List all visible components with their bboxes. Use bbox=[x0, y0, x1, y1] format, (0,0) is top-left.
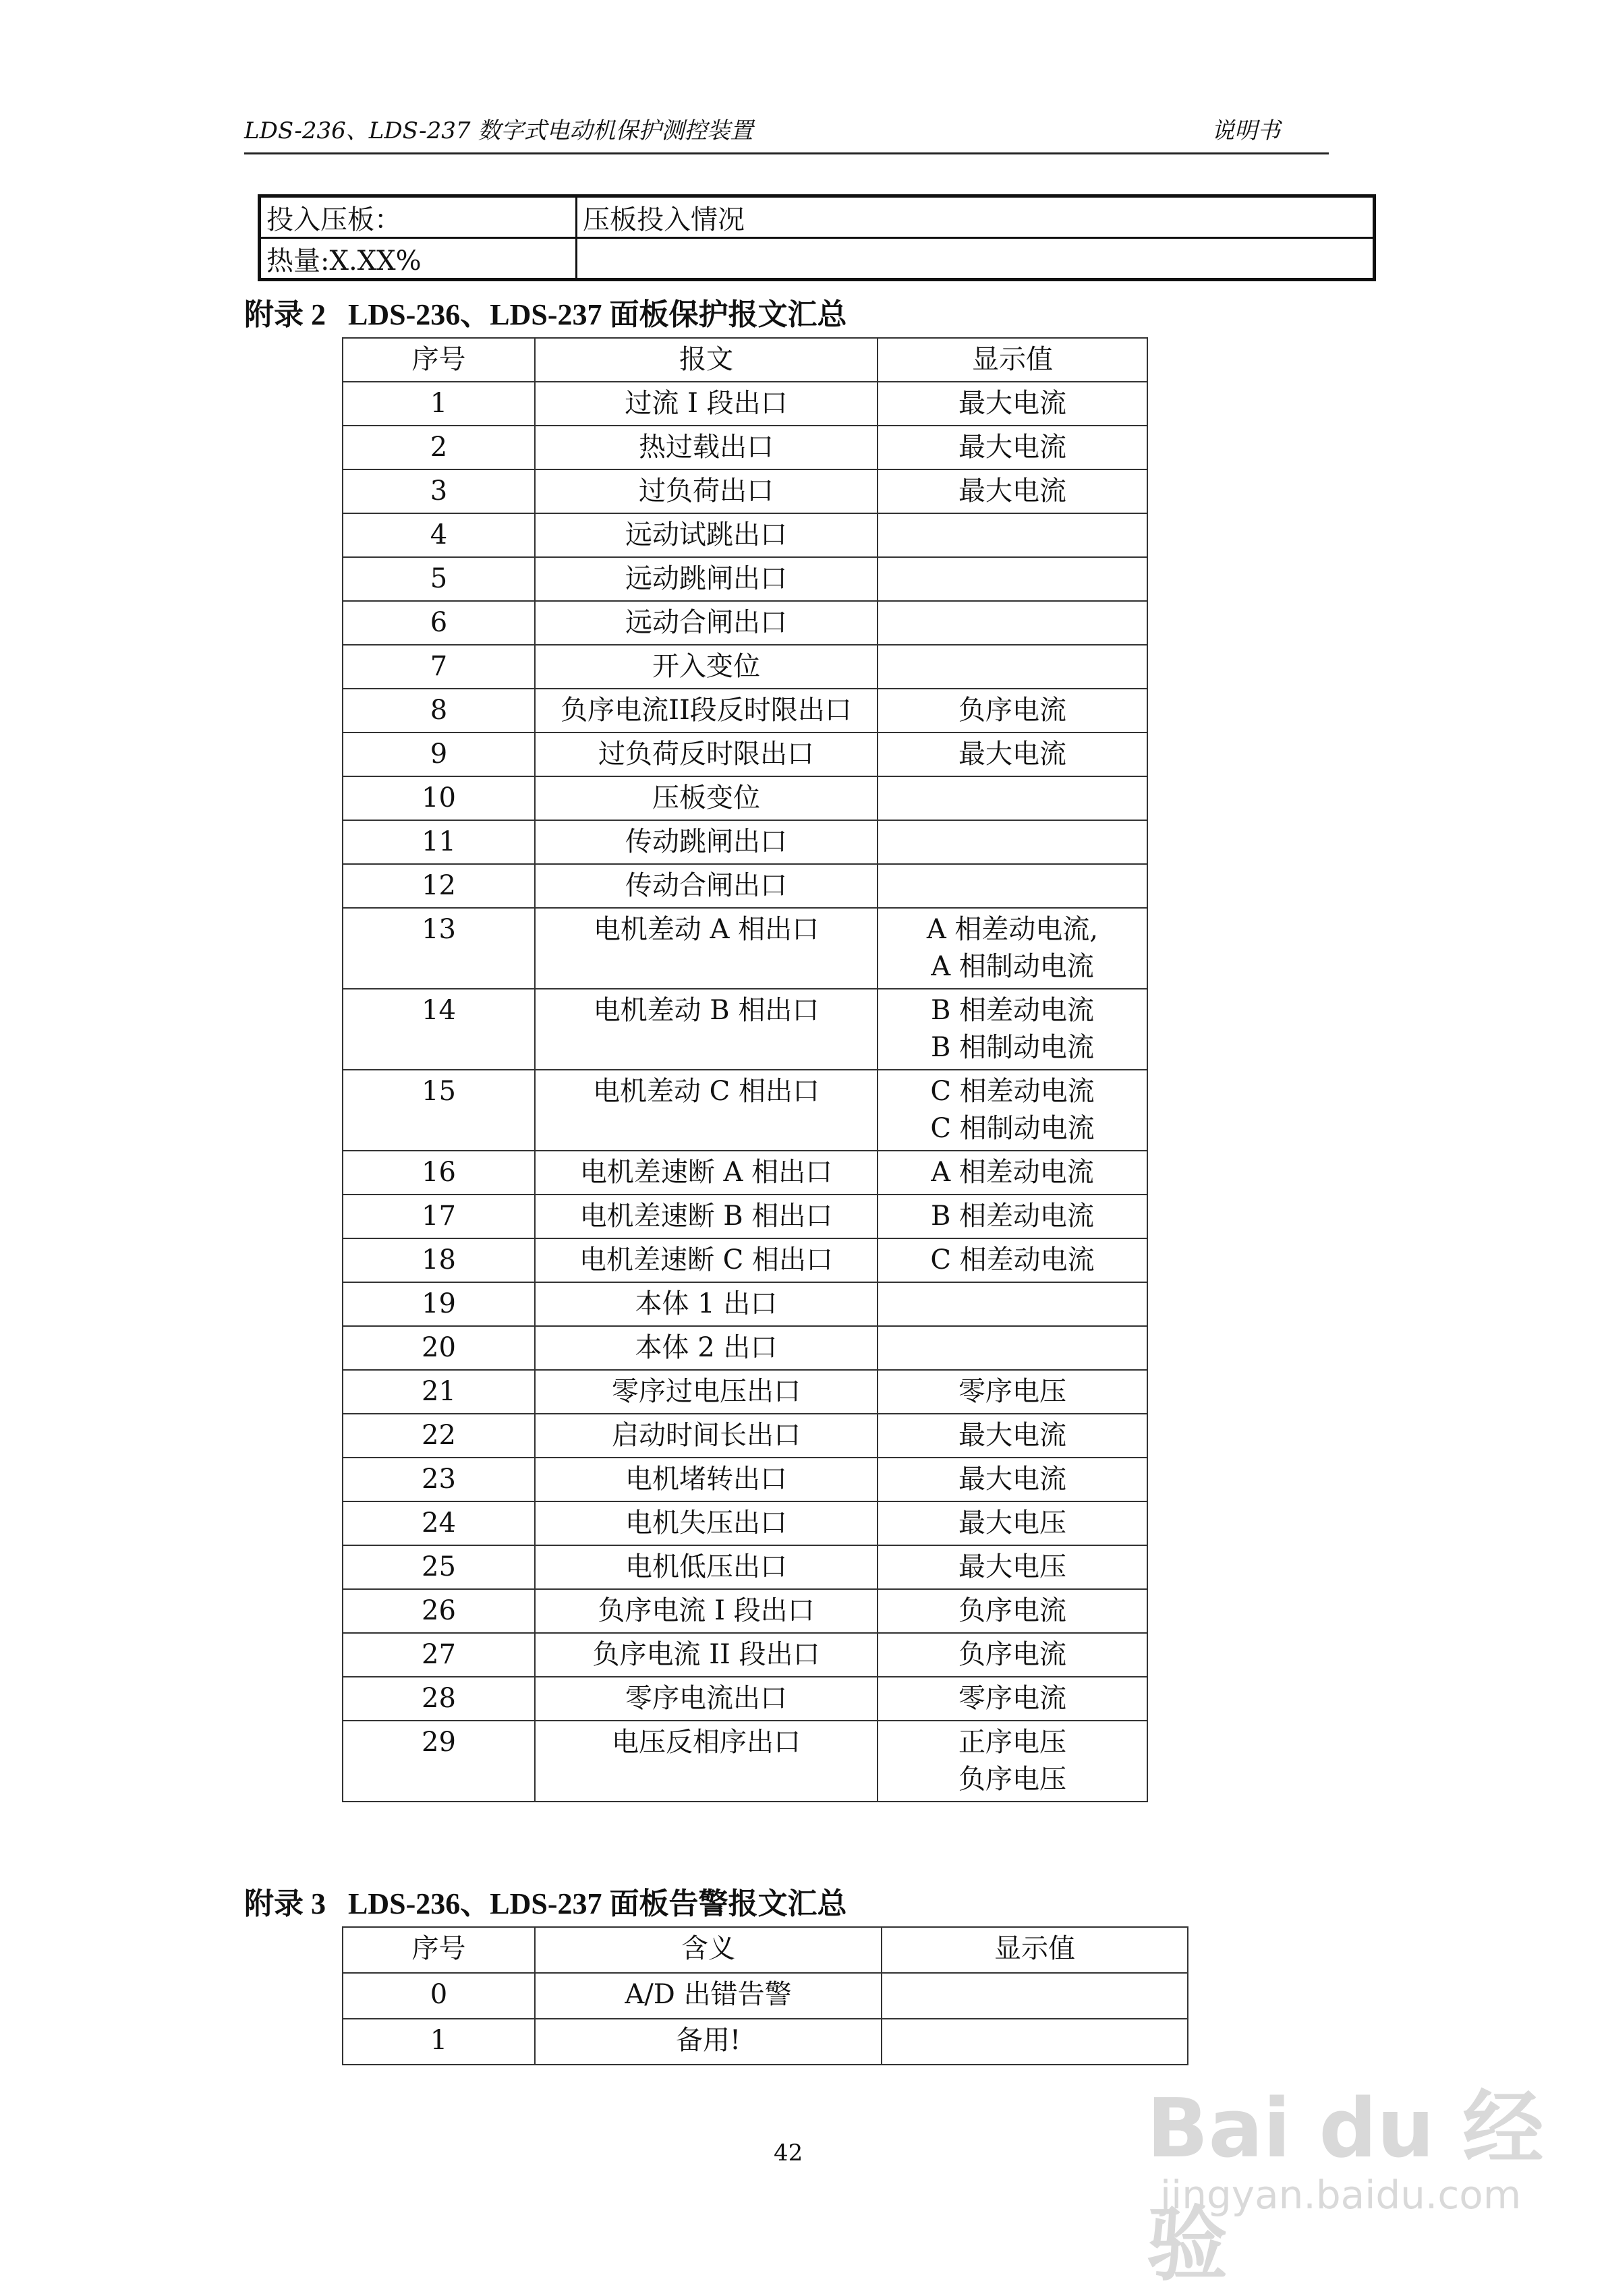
table-row bbox=[343, 1633, 1147, 1677]
table-row bbox=[343, 1195, 1147, 1238]
table-row-cell: 1 bbox=[343, 2019, 535, 2065]
table-row-cell: 电机差动 C 相出口 bbox=[535, 1070, 878, 1151]
table-row-cell: 零序电流 bbox=[878, 1677, 1147, 1721]
table-row-cell: 28 bbox=[343, 1677, 535, 1721]
table-row bbox=[343, 645, 1147, 689]
table-row-cell: 备用! bbox=[535, 2019, 882, 2065]
table-row bbox=[343, 1501, 1147, 1545]
table-row-cell: 零序电流出口 bbox=[535, 1677, 878, 1721]
table-row-cell: 最大电流 bbox=[878, 1458, 1147, 1501]
status-row-cell: 压板投入情况 bbox=[577, 196, 1375, 238]
table-row-cell: 9 bbox=[343, 733, 535, 776]
table-row-cell: 23 bbox=[343, 1458, 535, 1501]
table-row-cell: 7 bbox=[343, 645, 535, 689]
table-row-cell: 过负荷反时限出口 bbox=[535, 733, 878, 776]
table-row-cell: 最大电流 bbox=[878, 382, 1147, 426]
table-row-cell: 负序电流 bbox=[878, 1633, 1147, 1677]
column-header: 显示值 bbox=[878, 338, 1147, 382]
table-row-cell: 26 bbox=[343, 1589, 535, 1633]
table-row bbox=[343, 426, 1147, 469]
table-row-cell: 5 bbox=[343, 557, 535, 601]
table-row-cell: 电机低压出口 bbox=[535, 1545, 878, 1589]
page-number: 42 bbox=[774, 2140, 803, 2166]
table-row-cell: 负序电流 I 段出口 bbox=[535, 1589, 878, 1633]
status-row-cell: 投入压板： bbox=[260, 196, 577, 238]
header-row bbox=[343, 338, 1147, 382]
baidu-watermark bbox=[1147, 2064, 1551, 2292]
table-row bbox=[343, 1070, 1147, 1151]
table-row-cell: 最大电流 bbox=[878, 733, 1147, 776]
table-row-cell: 最大电流 bbox=[878, 1414, 1147, 1458]
table-row-cell: 零序电压 bbox=[878, 1370, 1147, 1414]
column-header: 序号 bbox=[343, 338, 535, 382]
table-row-cell: C 相差动电流 bbox=[878, 1238, 1147, 1282]
table-row-cell bbox=[882, 1973, 1188, 2019]
table-row-cell bbox=[878, 1326, 1147, 1370]
table-row-cell: 热过载出口 bbox=[535, 426, 878, 469]
status-row bbox=[260, 238, 1375, 280]
table-row-cell: 远动合闸出口 bbox=[535, 601, 878, 645]
table-row-cell: 远动试跳出口 bbox=[535, 513, 878, 557]
header-rule bbox=[244, 152, 1329, 154]
table-row-cell: 启动时间长出口 bbox=[535, 1414, 878, 1458]
table-row-cell: 本体 1 出口 bbox=[535, 1282, 878, 1326]
table-row-cell: 3 bbox=[343, 469, 535, 513]
table-row-cell: 12 bbox=[343, 864, 535, 908]
table-row-cell bbox=[878, 601, 1147, 645]
header-title: LDS-236、LDS-237 数字式电动机保护测控装置 bbox=[244, 117, 753, 144]
table-row bbox=[343, 1370, 1147, 1414]
table-row-cell: 22 bbox=[343, 1414, 535, 1458]
table-row-cell: 24 bbox=[343, 1501, 535, 1545]
table-row-cell: B 相差动电流 B 相制动电流 bbox=[878, 989, 1147, 1070]
table-row-cell: 最大电压 bbox=[878, 1501, 1147, 1545]
table-row-cell: 最大电流 bbox=[878, 469, 1147, 513]
table-row-cell: 17 bbox=[343, 1195, 535, 1238]
table-row-cell: 电机堵转出口 bbox=[535, 1458, 878, 1501]
table-row bbox=[343, 557, 1147, 601]
table-row bbox=[343, 1545, 1147, 1589]
table-row-cell bbox=[878, 513, 1147, 557]
status-table bbox=[258, 194, 1376, 281]
column-header: 报文 bbox=[535, 338, 878, 382]
table-row-cell: 远动跳闸出口 bbox=[535, 557, 878, 601]
table-row-cell: 13 bbox=[343, 908, 535, 989]
table-row-cell: 25 bbox=[343, 1545, 535, 1589]
table-row-cell: 6 bbox=[343, 601, 535, 645]
table-row bbox=[343, 1414, 1147, 1458]
table-row bbox=[343, 733, 1147, 776]
table-row-cell: A 相差动电流, A 相制动电流 bbox=[878, 908, 1147, 989]
table-row-cell: 正序电压 负序电压 bbox=[878, 1721, 1147, 1802]
table-row bbox=[343, 513, 1147, 557]
table-row bbox=[343, 1721, 1147, 1802]
table-row-cell: 负序电流 bbox=[878, 1589, 1147, 1633]
table-row bbox=[343, 864, 1147, 908]
table-row-cell: 29 bbox=[343, 1721, 535, 1802]
table-row bbox=[343, 1326, 1147, 1370]
status-row-cell: 热量:X.XX% bbox=[260, 238, 577, 280]
table-row-cell: 电机差速断 A 相出口 bbox=[535, 1151, 878, 1195]
table-row-cell bbox=[878, 864, 1147, 908]
table-row-cell: 19 bbox=[343, 1282, 535, 1326]
table-row-cell: A/D 出错告警 bbox=[535, 1973, 882, 2019]
watermark-brand: Bai du 经验 bbox=[1147, 2082, 1544, 2292]
table-row bbox=[343, 2019, 1188, 2065]
table-row-cell bbox=[878, 557, 1147, 601]
table-row-cell: 电机差速断 B 相出口 bbox=[535, 1195, 878, 1238]
table-row-cell: C 相差动电流 C 相制动电流 bbox=[878, 1070, 1147, 1151]
table-row-cell bbox=[878, 820, 1147, 864]
table-row bbox=[343, 1282, 1147, 1326]
table-row-cell bbox=[878, 1282, 1147, 1326]
table-row-cell: 电机差动 B 相出口 bbox=[535, 989, 878, 1070]
table-row bbox=[343, 382, 1147, 426]
table-row bbox=[343, 1677, 1147, 1721]
table-row bbox=[343, 908, 1147, 989]
table-row-cell: 14 bbox=[343, 989, 535, 1070]
appendix2-title: 附录 2 LDS-236、LDS-237 面板保护报文汇总 bbox=[244, 298, 847, 331]
table-row-cell: 负序电流 II 段出口 bbox=[535, 1633, 878, 1677]
table-row-cell: 16 bbox=[343, 1151, 535, 1195]
table-row-cell: 过流 I 段出口 bbox=[535, 382, 878, 426]
watermark-url: jingyan.baidu.com bbox=[1160, 2172, 1522, 2218]
table-row-cell: 负序电流 bbox=[878, 689, 1147, 733]
column-header: 显示值 bbox=[882, 1927, 1188, 1973]
table-row-cell: 电机差速断 C 相出口 bbox=[535, 1238, 878, 1282]
table-row-cell: 20 bbox=[343, 1326, 535, 1370]
table-row bbox=[343, 776, 1147, 820]
column-header: 序号 bbox=[343, 1927, 535, 1973]
table-row-cell: 最大电流 bbox=[878, 426, 1147, 469]
table-row-cell: 负序电流II段反时限出口 bbox=[535, 689, 878, 733]
table-row-cell bbox=[878, 645, 1147, 689]
table-row bbox=[343, 1589, 1147, 1633]
table-row-cell: 8 bbox=[343, 689, 535, 733]
table-row-cell: 0 bbox=[343, 1973, 535, 2019]
table-row-cell bbox=[882, 2019, 1188, 2065]
column-header: 含义 bbox=[535, 1927, 882, 1973]
status-row-cell bbox=[577, 238, 1375, 280]
table-row-cell: 本体 2 出口 bbox=[535, 1326, 878, 1370]
table-row-cell: 电机差动 A 相出口 bbox=[535, 908, 878, 989]
appendix3-title: 附录 3 LDS-236、LDS-237 面板告警报文汇总 bbox=[244, 1887, 847, 1920]
table-row bbox=[343, 689, 1147, 733]
protection-message-table bbox=[342, 337, 1148, 1802]
table-row-cell: 4 bbox=[343, 513, 535, 557]
header-row bbox=[343, 1927, 1188, 1973]
table-row-cell: A 相差动电流 bbox=[878, 1151, 1147, 1195]
table-row-cell: 传动合闸出口 bbox=[535, 864, 878, 908]
table-row-cell: 21 bbox=[343, 1370, 535, 1414]
table-row bbox=[343, 469, 1147, 513]
table-row-cell: 开入变位 bbox=[535, 645, 878, 689]
table-row-cell: 15 bbox=[343, 1070, 535, 1151]
table-row bbox=[343, 820, 1147, 864]
table-row-cell: 2 bbox=[343, 426, 535, 469]
table-row bbox=[343, 1238, 1147, 1282]
table-row-cell: 电机失压出口 bbox=[535, 1501, 878, 1545]
table-row-cell: 1 bbox=[343, 382, 535, 426]
alarm-message-table bbox=[342, 1926, 1188, 2065]
table-row-cell: 27 bbox=[343, 1633, 535, 1677]
table-row bbox=[343, 989, 1147, 1070]
table-row-cell: 11 bbox=[343, 820, 535, 864]
header-doc-type: 说明书 bbox=[1211, 117, 1280, 144]
status-row bbox=[260, 196, 1375, 238]
table-row-cell: 10 bbox=[343, 776, 535, 820]
table-row bbox=[343, 1973, 1188, 2019]
table-row-cell: 18 bbox=[343, 1238, 535, 1282]
table-row bbox=[343, 601, 1147, 645]
table-row-cell: 过负荷出口 bbox=[535, 469, 878, 513]
table-row-cell bbox=[878, 776, 1147, 820]
table-row-cell: 零序过电压出口 bbox=[535, 1370, 878, 1414]
table-row bbox=[343, 1458, 1147, 1501]
table-row-cell: 电压反相序出口 bbox=[535, 1721, 878, 1802]
table-row-cell: 最大电压 bbox=[878, 1545, 1147, 1589]
table-row-cell: 压板变位 bbox=[535, 776, 878, 820]
table-row-cell: 传动跳闸出口 bbox=[535, 820, 878, 864]
table-row-cell: B 相差动电流 bbox=[878, 1195, 1147, 1238]
table-row bbox=[343, 1151, 1147, 1195]
